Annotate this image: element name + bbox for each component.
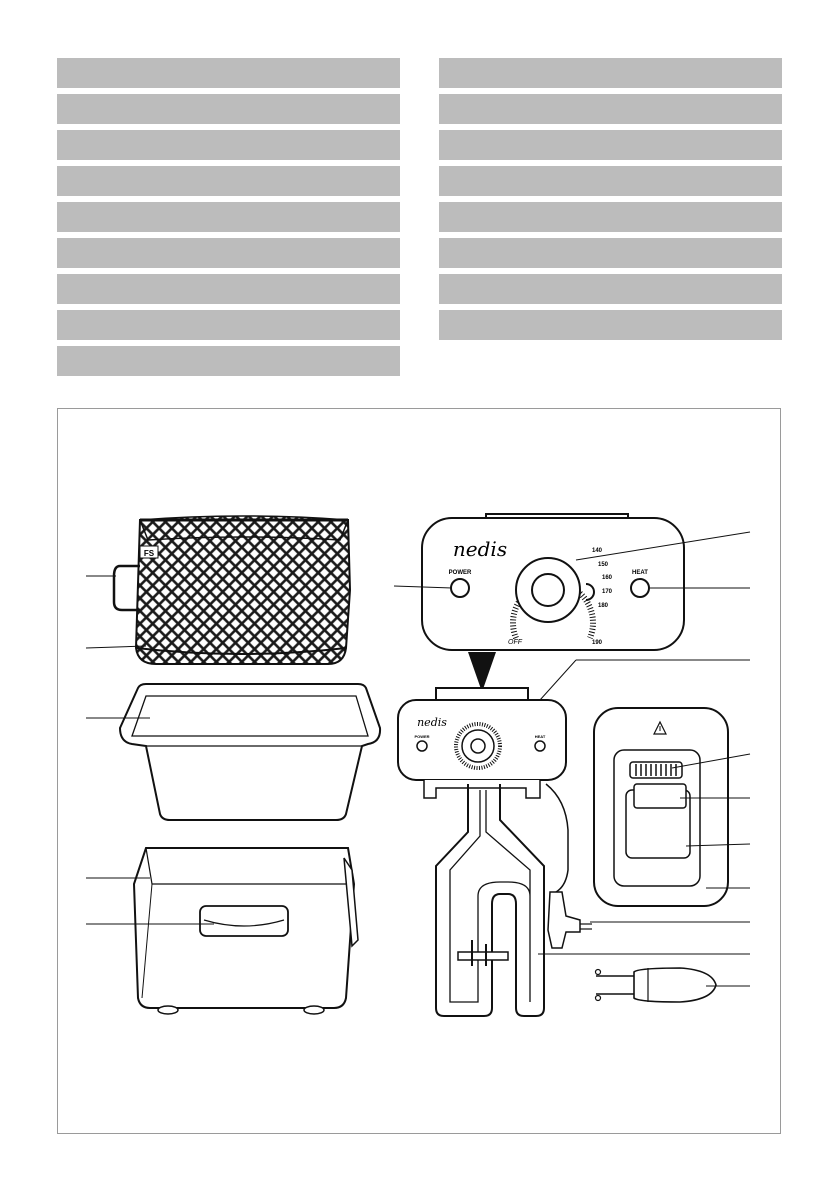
brand-logo: nedis	[452, 537, 508, 561]
basket-max-label: FS	[143, 549, 155, 558]
lid-filter	[594, 708, 728, 906]
temp-mark: 150	[598, 562, 609, 568]
temp-mark: 140	[592, 548, 603, 554]
zoom-arrow	[468, 652, 496, 692]
temp-mark: 190	[592, 640, 603, 646]
thermostat-probe	[596, 968, 717, 1002]
power-label: POWER	[448, 570, 472, 576]
brand-logo-small: nedis	[417, 716, 447, 729]
heat-indicator	[631, 579, 649, 597]
control-panel-zoom	[422, 514, 684, 650]
heat-label: HEAT	[632, 570, 648, 576]
temp-mark: 170	[602, 589, 613, 595]
temp-mark: 160	[602, 575, 613, 581]
fryer-housing	[134, 848, 358, 1014]
off-label: OFF	[508, 639, 522, 646]
power-button[interactable]	[451, 579, 469, 597]
power-label-small: POWER	[414, 734, 430, 739]
heating-element-assembly	[398, 688, 592, 1016]
temp-mark: 180	[598, 603, 609, 609]
heat-label-small: HEAT	[534, 734, 546, 739]
frying-basket	[114, 516, 350, 664]
inner-container	[120, 684, 380, 820]
